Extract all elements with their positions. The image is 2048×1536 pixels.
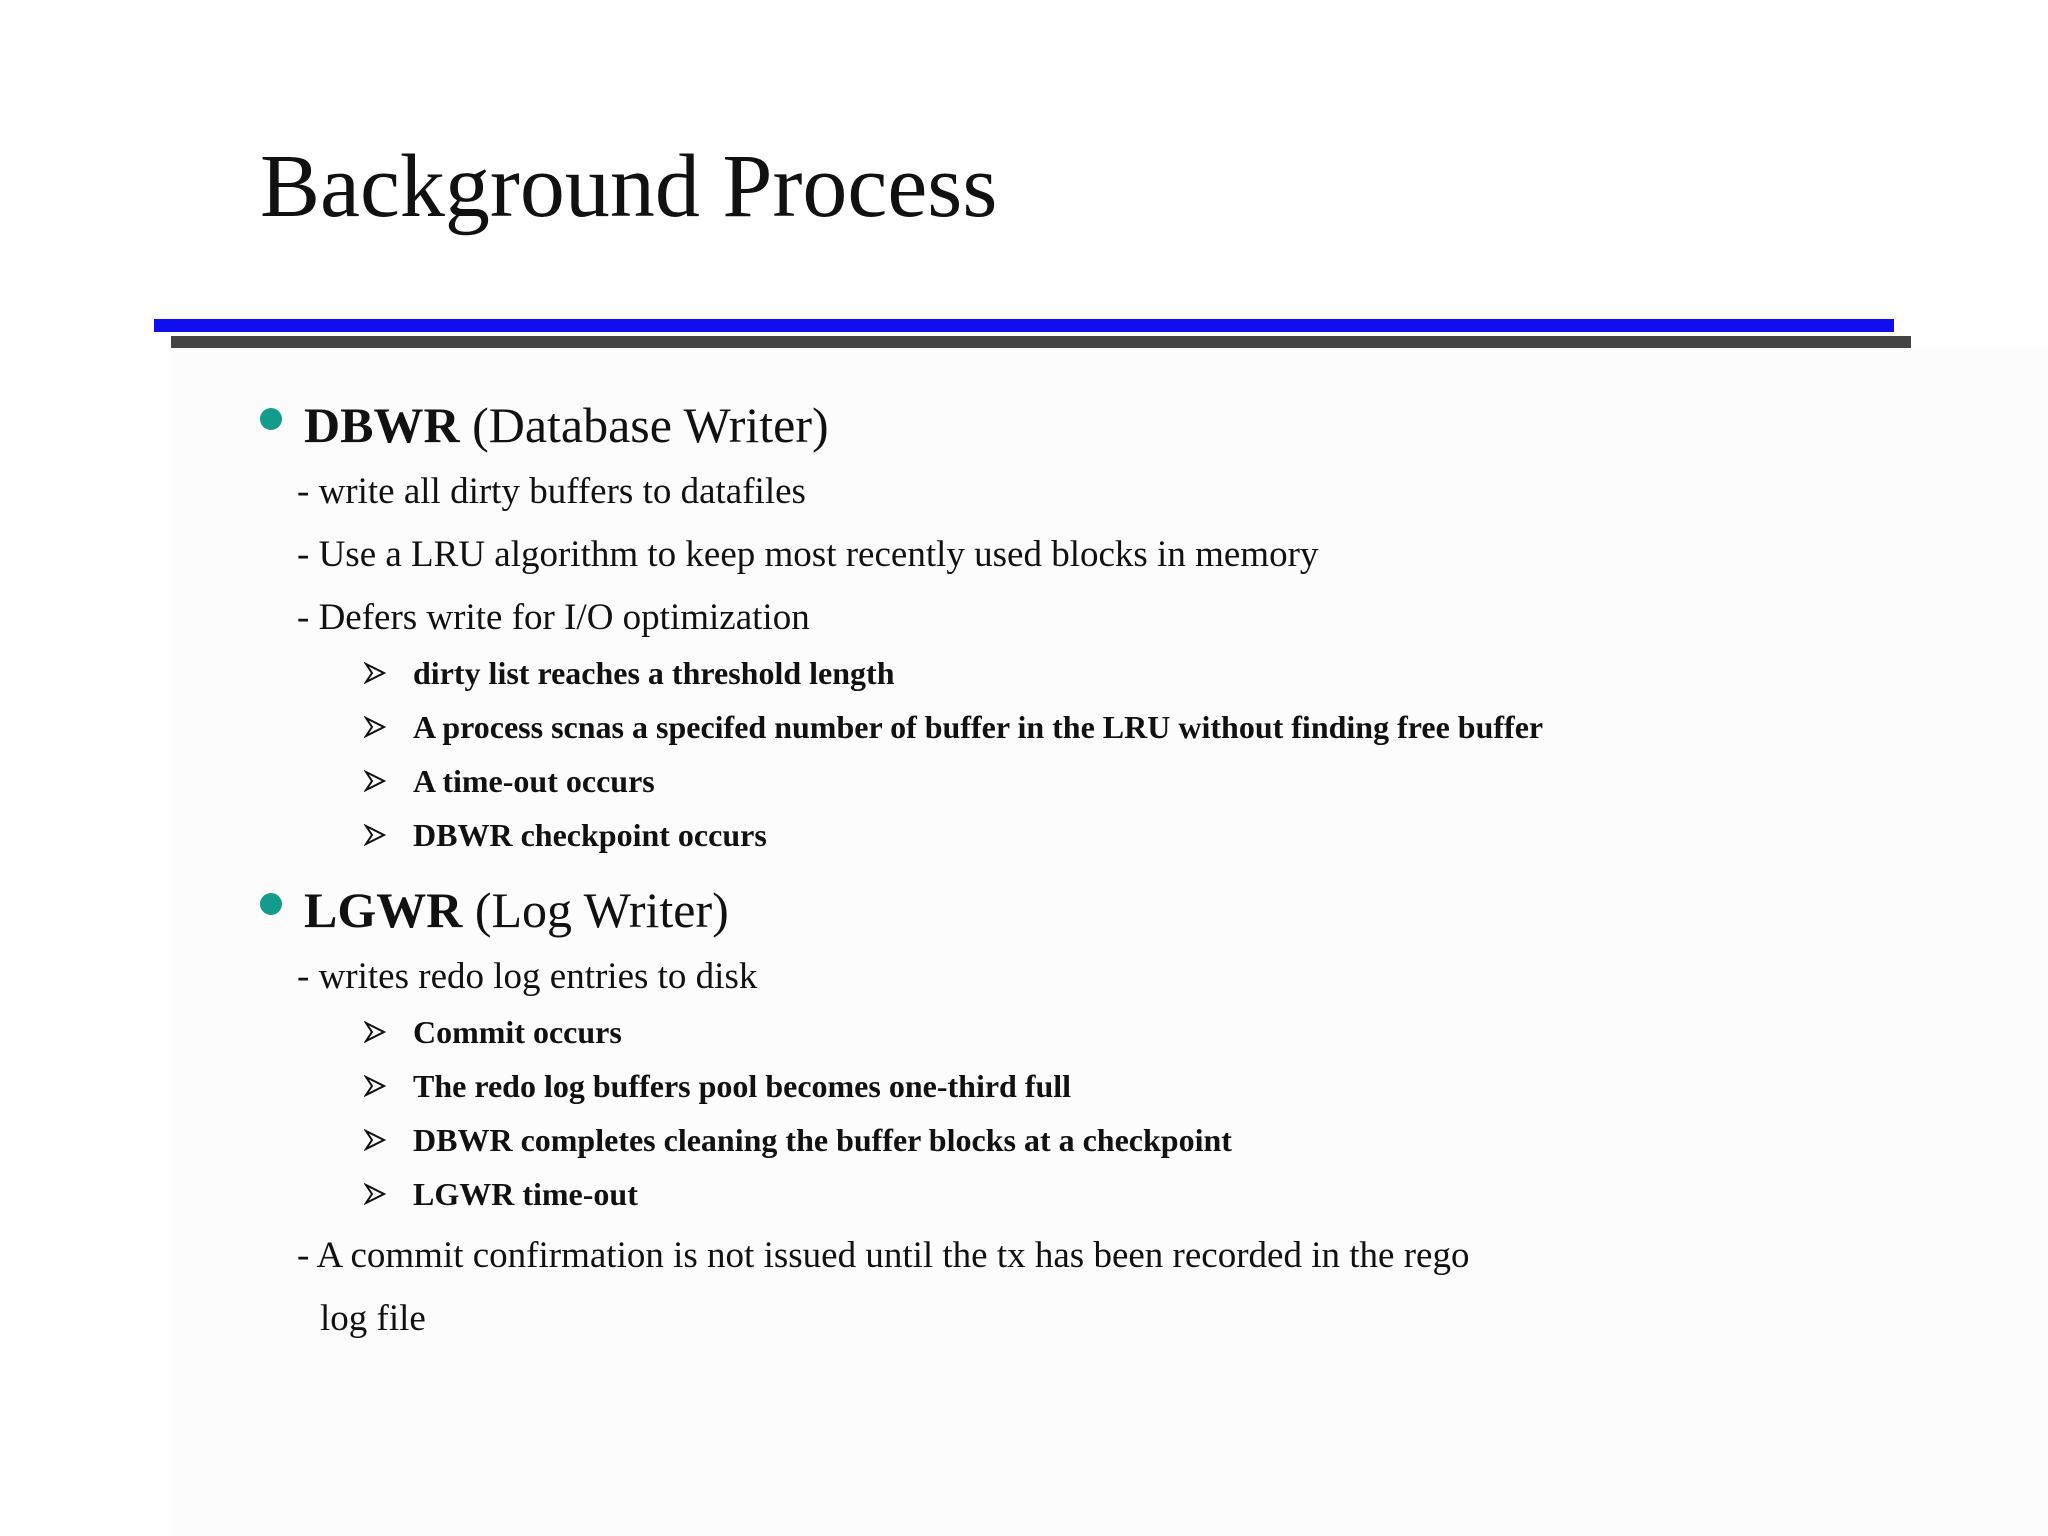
subpoint-label: DBWR checkpoint occurs [413, 817, 767, 853]
arrowhead-bullet-icon [364, 1129, 386, 1151]
lgwr-subpoint [364, 1178, 638, 1210]
arrowhead-bullet-icon [364, 1075, 386, 1097]
section-desc: (Database Writer) [459, 397, 829, 453]
subpoint-label: dirty list reaches a threshold length [413, 655, 895, 691]
arrowhead-bullet-icon [364, 770, 386, 792]
section-name: LGWR [304, 882, 463, 938]
title-underline-blue [154, 319, 1894, 332]
lgwr-trailing-note: - A commit confirmation is not issued until the tx has been recorded in the rego [297, 1235, 1470, 1276]
lgwr-trailing-note-continued: log file [320, 1298, 426, 1339]
lgwr-subpoint [364, 1016, 622, 1048]
subpoint-label: A process scnas a specifed number of buffer in the LRU without finding free buffer [413, 709, 1544, 745]
bullet-dot-icon [260, 408, 282, 430]
dbwr-subpoint [364, 765, 655, 797]
dbwr-subpoint [364, 711, 1543, 743]
title-underline-gray [171, 336, 1911, 348]
section-heading-lgwr [260, 882, 729, 938]
lgwr-subpoint [364, 1070, 1071, 1102]
section-name: DBWR [304, 397, 460, 453]
section-heading-dbwr [260, 397, 829, 453]
arrowhead-bullet-icon [364, 1021, 386, 1043]
bullet-dot-icon [260, 893, 282, 915]
arrowhead-bullet-icon [364, 662, 386, 684]
lgwr-subpoint [364, 1124, 1232, 1156]
dbwr-subpoint [364, 819, 767, 851]
arrowhead-bullet-icon [364, 716, 386, 738]
subpoint-label: A time-out occurs [413, 763, 655, 799]
subpoint-label: LGWR time-out [413, 1176, 638, 1212]
arrowhead-bullet-icon [364, 824, 386, 846]
slide-content-panel [172, 348, 2048, 1536]
dbwr-point: - Use a LRU algorithm to keep most recently used blocks in memory [297, 534, 1319, 575]
arrowhead-bullet-icon [364, 1183, 386, 1205]
dbwr-point: - write all dirty buffers to datafiles [297, 471, 806, 512]
dbwr-subpoint [364, 657, 894, 689]
section-desc: (Log Writer) [462, 882, 729, 938]
lgwr-point: - writes redo log entries to disk [297, 956, 758, 997]
dbwr-point: - Defers write for I/O optimization [297, 597, 810, 638]
subpoint-label: DBWR completes cleaning the buffer blocks at a checkpoint [413, 1122, 1232, 1158]
subpoint-label: Commit occurs [413, 1014, 622, 1050]
slide-title: Background Process [260, 137, 998, 236]
subpoint-label: The redo log buffers pool becomes one-third full [413, 1068, 1072, 1104]
